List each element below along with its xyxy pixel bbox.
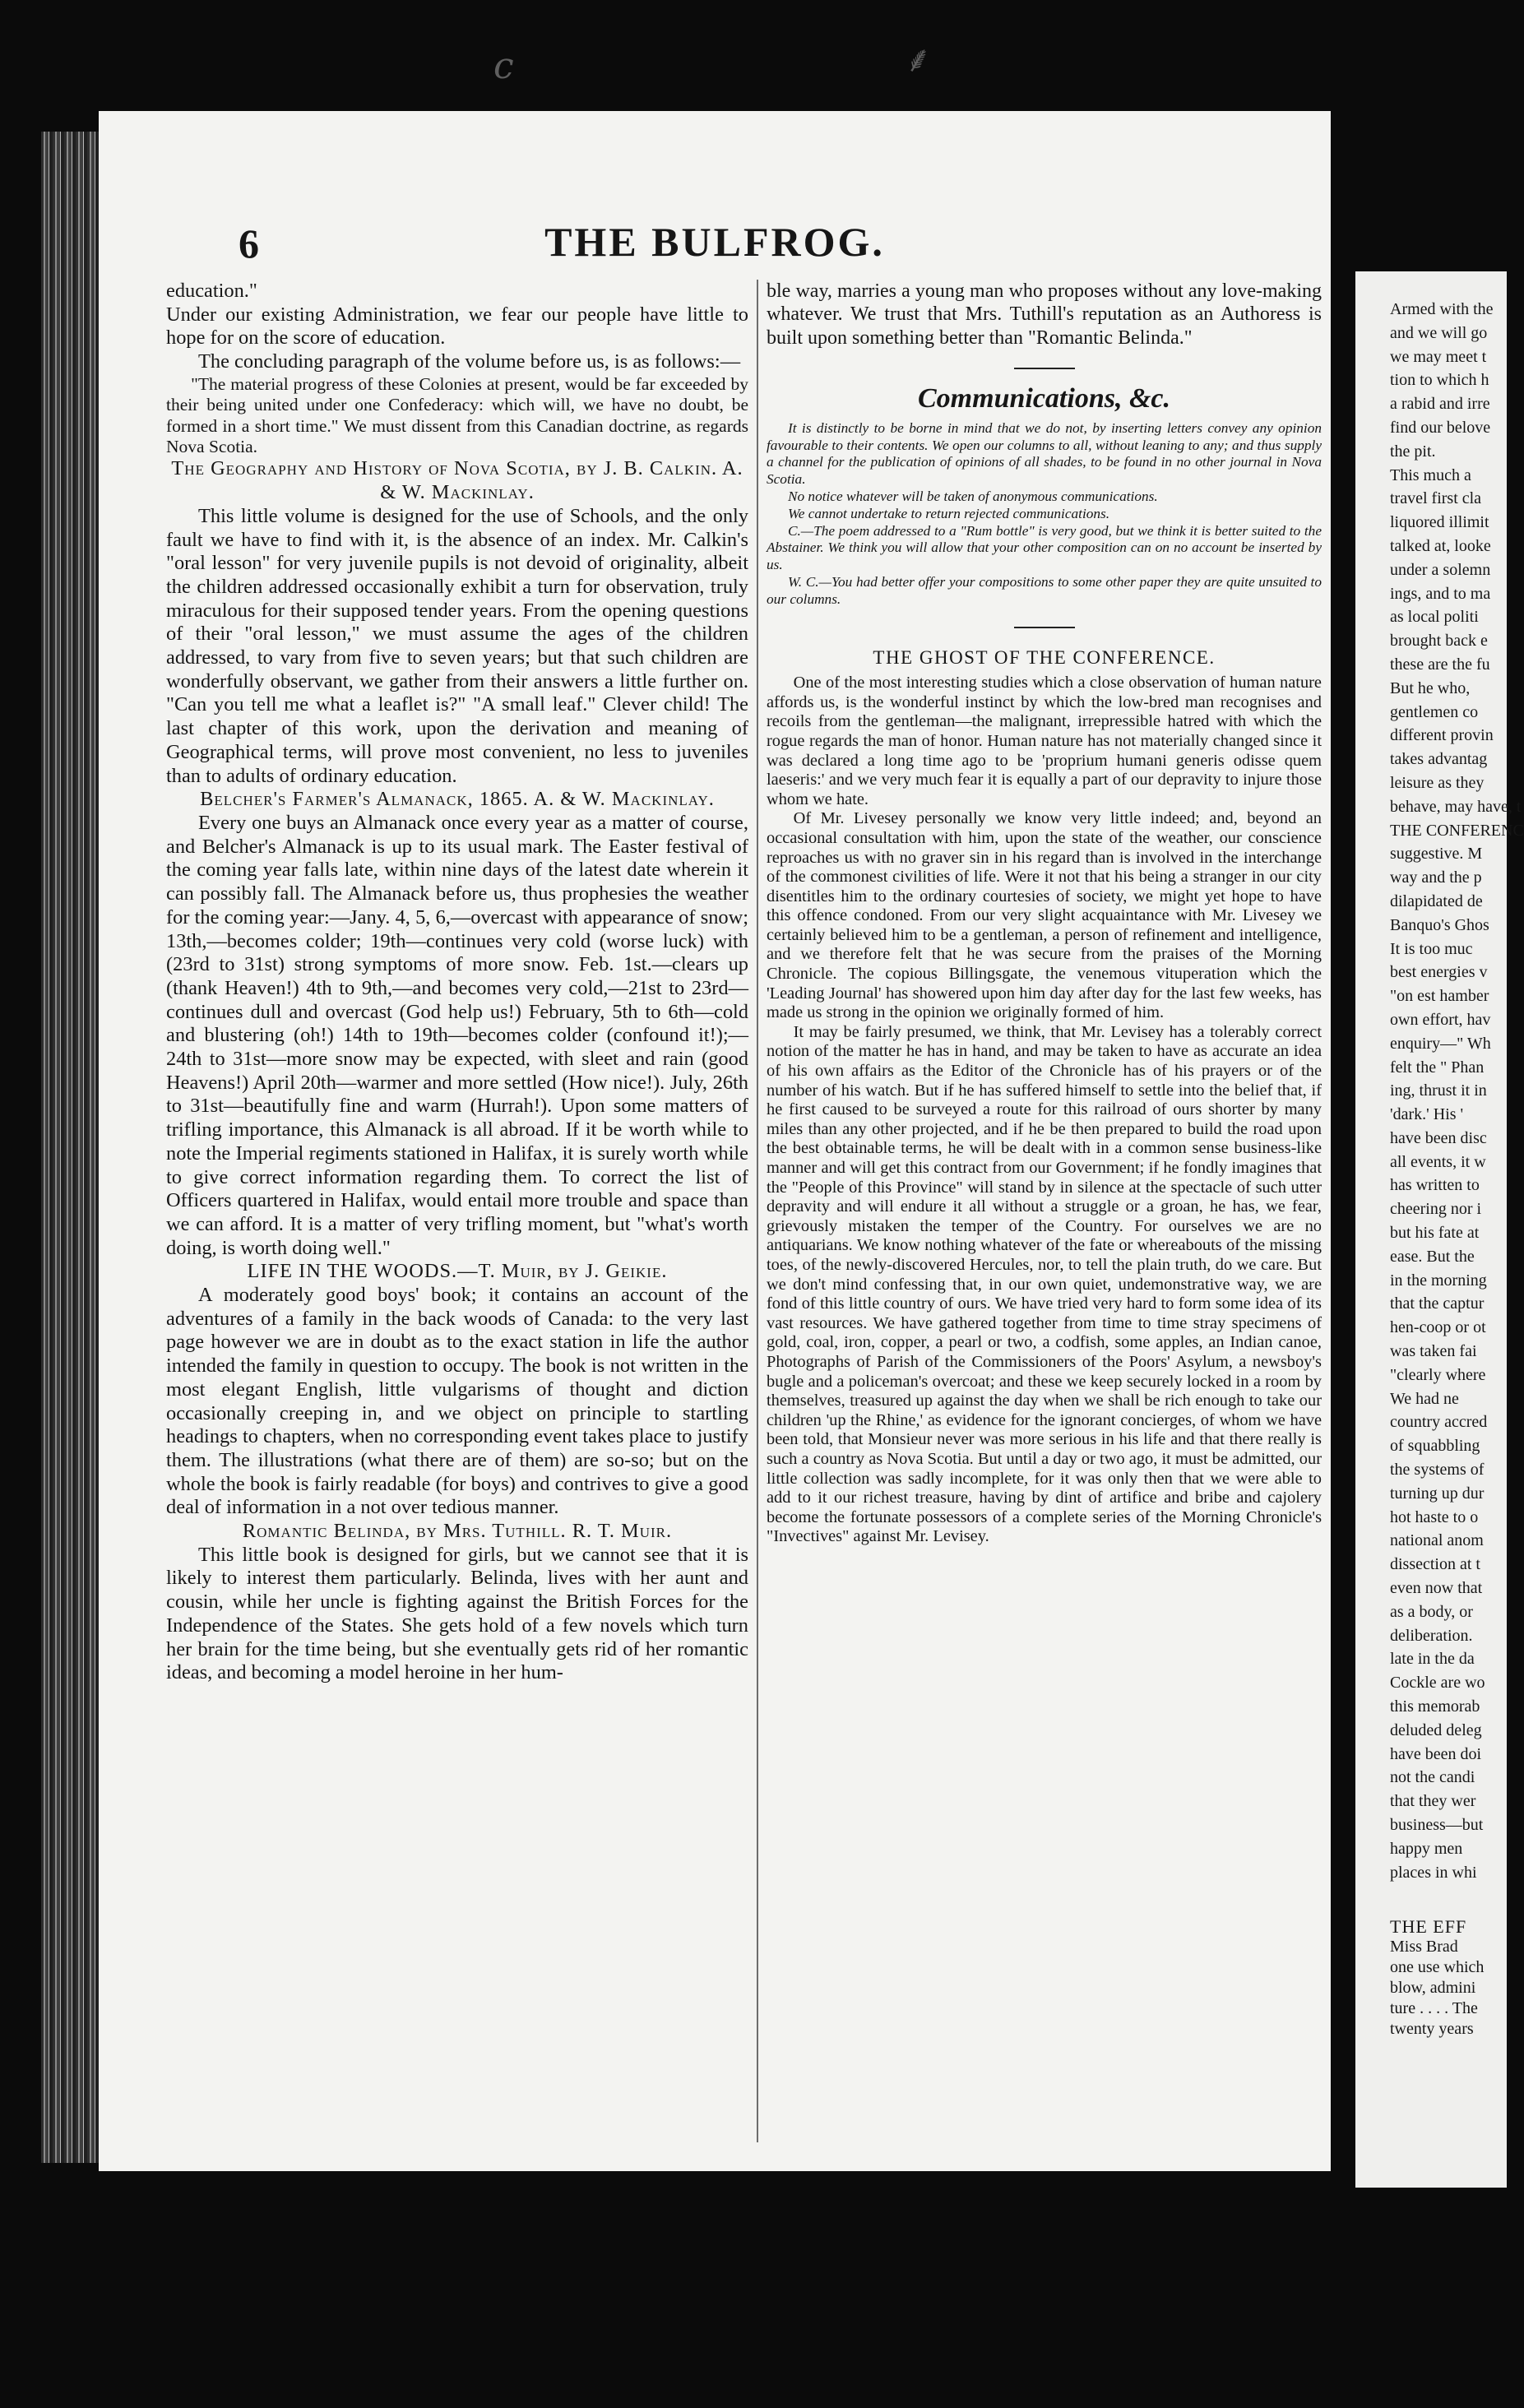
facing-page-line: We had ne xyxy=(1390,1389,1459,1408)
communications-heading: Communications, &c. xyxy=(918,383,1170,414)
text-line: education." xyxy=(166,280,257,302)
article-title: THE GHOST OF THE CONFERENCE. xyxy=(873,646,1216,668)
facing-page-line: 'dark.' His ' xyxy=(1390,1105,1464,1124)
review-heading: LIFE IN THE WOODS.—T. Muir, by J. Geikie. xyxy=(247,1260,668,1283)
notice-item: It is distinctly to be borne in mind that we do not, by inserting letters convey any opinion favourable to their contents. We open our columns to all, without leaning to any; and thus supply a channel for the publication of opinions of all shades, to be found in no other journal in Nova Scotia. xyxy=(767,419,1322,488)
column-divider xyxy=(757,280,758,2142)
facing-page-line: enquiry—" Wh xyxy=(1390,1034,1491,1053)
book-spine xyxy=(41,132,100,2163)
belinda-review-end: ble way, marries a young man who proposes without any love-making whatever. We trust that Mrs. Tuthill's reputation as an Authoress is built upon something better than "Romantic Belinda." xyxy=(767,280,1322,349)
review-heading: Belcher's Farmer's Almanack, 1865. A. & W. Mackinlay. xyxy=(200,788,715,811)
notice-item: C.—The poem addressed to a "Rum bottle" is very good, but we think it is better suited to the Abstainer. We think you will allow that your other composition can on no account be inserted by us. xyxy=(767,522,1322,573)
page-header xyxy=(99,218,1331,276)
review-heading: Romantic Belinda, by Mrs. Tuthill. R. T. Muir. xyxy=(242,1520,673,1543)
facing-page-line: behave, may have, t xyxy=(1390,797,1522,816)
facing-page-line: deluded deleg xyxy=(1390,1720,1482,1739)
facing-page-line: that they wer xyxy=(1390,1792,1476,1811)
facing-page-text xyxy=(1390,298,1522,1884)
facing-page-line: Banquo's Ghos xyxy=(1390,915,1489,934)
notice-item: We cannot undertake to return rejected communications. xyxy=(787,505,1110,521)
facing-page-line: ture . . . . The xyxy=(1390,1999,1478,2017)
facing-page-line: hen-coop or ot xyxy=(1390,1318,1486,1337)
facing-page-line: leisure as they xyxy=(1390,773,1485,792)
facing-page-line: "on est hamber xyxy=(1390,987,1489,1006)
facing-page-line: the pit. xyxy=(1390,442,1436,461)
facing-page-line: But he who, xyxy=(1390,678,1471,697)
facing-page-line: that the captur xyxy=(1390,1294,1485,1313)
review-heading: The Geography and History of Nova Scotia, by J. B. Calkin. A. & W. Mackinlay. xyxy=(171,457,743,504)
facing-page-line: in the morning xyxy=(1390,1271,1487,1290)
facing-page-line: national anom xyxy=(1390,1531,1484,1550)
facing-page-line: way and the p xyxy=(1390,868,1482,887)
article-body xyxy=(767,674,1322,1547)
facing-page-line: different provin xyxy=(1390,726,1494,745)
facing-page-line: dilapidated de xyxy=(1390,891,1483,910)
review-paragraph: This little book is designed for girls, but we cannot see that it is likely to interest them particularly. Belinda, lives with her aunt and cousin, while her uncle is fighting against the British Forces for the Independence of the States. She gets hold of a few novels which turn her brain for the time being, but she eventually gets rid of her romantic ideas, and becoming a model heroine in her hum- xyxy=(166,1543,748,1684)
section-rule xyxy=(1014,368,1075,369)
quoted-passage: "The material progress of these Colonies at present, would be far exceeded by their being united under one Confederacy: which will, we have no doubt, be formed in a short time." We must dissent from this Canadian doctrine, as regards Nova Scotia. xyxy=(166,373,748,457)
section-rule xyxy=(1014,627,1075,628)
facing-page-line: felt the " Phan xyxy=(1390,1058,1485,1077)
facing-page-line: this memorab xyxy=(1390,1697,1480,1716)
facing-page-line: these are the fu xyxy=(1390,655,1490,674)
page-number: 6 xyxy=(239,220,259,266)
facing-page-line: happy men xyxy=(1390,1839,1463,1858)
facing-page-line: Cockle are wo xyxy=(1390,1674,1485,1693)
facing-page-line: It is too muc xyxy=(1390,939,1473,958)
newspaper-page xyxy=(99,111,1331,2171)
facing-page-line: talked at, looke xyxy=(1390,536,1491,555)
facing-page-line: business—but xyxy=(1390,1816,1484,1834)
facing-page-line: a rabid and irre xyxy=(1390,395,1490,414)
facing-page-section xyxy=(1390,1916,1522,2040)
facing-page-line: best energies v xyxy=(1390,963,1488,982)
facing-page-line: all events, it w xyxy=(1390,1152,1486,1171)
facing-page-line: THE CONFERENC xyxy=(1390,821,1524,840)
facing-page-line: blow, admini xyxy=(1390,1979,1476,1997)
facing-page-line: the systems of xyxy=(1390,1461,1485,1480)
facing-page-line: we may meet t xyxy=(1390,347,1487,366)
facing-page-line: of squabbling xyxy=(1390,1437,1480,1456)
facing-page-line: places in whi xyxy=(1390,1863,1477,1882)
facing-page-line: have been doi xyxy=(1390,1744,1482,1763)
facing-page-line: one use which xyxy=(1390,1958,1485,1976)
article-paragraph: It may be fairly presumed, we think, that Mr. Levisey has a tolerably correct notion of the matter he has in hand, and may be taken to have as accurate an idea of his own affairs as the Editor of the Chronicle has of his prayers or of the number of his watch. But if he has suffered himself to settle into the belief that, if he first caused to be surveyed a route for this railroad of ours shorter by many miles than any other projected, and if he be then prepared to build the road upon the best obtainable terms, he will be dealt with in a common sense business-like manner and will get this contract from our Government; if he fondly imagines that the "People of this Province" will stand by in silence at the spectacle of such utter depravity and will endure it all without a struggle or a groan, he has, we fear, grievously mistaken the temper of the Country. For ourselves we are no antiquarians. We know nothing whatever of the fate or whereabouts of the missing toes, of the newly-discovered Hercules, nor, to tell the plain truth, do we care. But we don't mind confessing that, in our own quiet, undemonstrative way, we are fond of this little country of ours. We have tried very hard to form some idea of its vast resources. We have gathered together from time to time stray specimens of gold, coal, iron, copper, a pearl or two, a codfish, some apples, an Indian canoe, Photographs of Parish of the Commissioners of the Poors' Asylum, a newsboy's bugle and a policeman's overcoat; and these we keep securely locked in a room by themselves, treasured up against the day when we shall be rich enough to take our children 'up the Rhine,' as evidence for the ignorant concierges, of whom we have been told, that Monsieur never was more serious in his life and that there really is such a country as Nova Scotia. But until a day or two ago, it must be admitted, our little collection was sadly incomplete, for it was only then that we were able to add to it our richest treasure, having by dint of artifice and bribe and cajolery become the fortunate possessors of a complete series of the Morning Chronicle's "Invectives" against Mr. Levisey. xyxy=(767,1022,1322,1546)
facing-page-line: ings, and to ma xyxy=(1390,584,1491,603)
facing-page-line: gentlemen co xyxy=(1390,702,1479,721)
facing-page-line: as a body, or xyxy=(1390,1602,1473,1621)
facing-page-line: hot haste to o xyxy=(1390,1507,1479,1526)
facing-page-line: under a solemn xyxy=(1390,560,1491,579)
page-title: THE BULFROG. xyxy=(544,219,885,265)
facing-page-line: ing, thrust it in xyxy=(1390,1081,1487,1100)
ink-mark: ⸙ xyxy=(905,39,932,80)
facing-page-line: country accred xyxy=(1390,1413,1488,1432)
pencil-mark: 𝑐 xyxy=(493,46,514,86)
facing-page-line: turning up dur xyxy=(1390,1484,1485,1503)
facing-page-line: ease. But the xyxy=(1390,1247,1475,1266)
facing-page-line: suggestive. M xyxy=(1390,845,1483,864)
facing-page-line: travel first cla xyxy=(1390,489,1482,508)
article-paragraph: One of the most interesting studies which a close observation of human nature affords us, is the wonderful instinct by which the low-bred man recognises and recoils from the gentleman—the malignant, irrepressible hatred with which the rogue regards the man of honor. Human nature has not materially changed since it was declared a long time ago to be 'proprium humani generis odisse quem laeseris:' and we very much fear it is equally a part of our depravity to injure those whom we hate. xyxy=(767,674,1322,808)
facing-page-line: liquored illimit xyxy=(1390,513,1489,532)
review-paragraph: A moderately good boys' book; it contains an account of the adventures of a family in the back woods of Canada: to the very last page however we are in doubt as to the exact station in life the author intended the family in question to occupy. The book is not written in the most elegant English, little vulgarisms of thought and diction occasionally creeping in, and we object on principle to startling headings to chapters, when no corresponding event takes place to justify them. The illustrations (what there are of them) are so-so; but on the whole the book is fairly readable (for boys) and contrives to give a good deal of information in a not over tedious manner. xyxy=(166,1284,748,1519)
facing-page-line: was taken fai xyxy=(1390,1342,1477,1361)
right-column xyxy=(767,280,1322,1547)
left-column xyxy=(166,280,748,1685)
editorial-notices xyxy=(767,420,1322,609)
facing-page-line: not the candi xyxy=(1390,1768,1475,1787)
facing-page-heading: THE EFF xyxy=(1390,1916,1467,1937)
facing-page-line: tion to which h xyxy=(1390,371,1489,390)
facing-page-line: own effort, hav xyxy=(1390,1010,1491,1029)
facing-page-line: Armed with the xyxy=(1390,300,1494,318)
facing-page-line: twenty years xyxy=(1390,2020,1474,2038)
facing-page-line: even now that xyxy=(1390,1579,1483,1598)
review-paragraph: The concluding paragraph of the volume before us, is as follows:— xyxy=(198,350,741,373)
facing-page-line: dissection at t xyxy=(1390,1555,1480,1574)
facing-page-line: deliberation. xyxy=(1390,1626,1473,1645)
review-paragraph: This little volume is designed for the use of Schools, and the only fault we have to find with it, is the absence of an index. Mr. Calkin's "oral lesson" for very juvenile pupils is not devoid of originality, albeit the children addressed occasionally exhibit a turn for observation, truly miraculous for their supposed tender years. From the opening questions of their "oral lesson," we must assume the ages of the children addressed, to vary from five to seven years; but that such children are wonderfully observant, we gather from their answers a little further on. "Can you tell me what a leaflet is?" "A small leaf." Clever child! The last chapter of this work, upon the derivation and meaning of Geographical terms, will prove most convenient, no less to juveniles than to adults of ordinary education. xyxy=(166,504,748,787)
facing-page-line: find our belove xyxy=(1390,418,1491,437)
facing-page-line: has written to xyxy=(1390,1176,1480,1195)
notice-item: No notice whatever will be taken of anonymous communications. xyxy=(787,489,1158,504)
facing-page-line: have been disc xyxy=(1390,1128,1487,1147)
notice-item: W. C.—You had better offer your compositions to some other paper they are quite unsuited to our columns. xyxy=(767,573,1322,607)
facing-page-line: Miss Brad xyxy=(1390,1938,1458,1956)
facing-page-line: cheering nor i xyxy=(1390,1200,1482,1219)
facing-page-edge xyxy=(1355,271,1524,2188)
review-paragraph: Every one buys an Almanack once every year as a matter of course, and Belcher's Almanack is up to its usual mark. The Easter festival of the coming year falls late, within nine days of the latest date wherein it can possibly fall. The Almanack before us, thus prophesies the weather for the coming year:—Jany. 4, 5, 6,—overcast with appearance of snow; 13th,—becomes colder; 19th—continues very cold (worse luck) with (23rd to 31st) strong symptoms of more snow. Feb. 1st.—clears up (thank Heaven!) 4th to 9th,—and becomes very cold,—21st to 23rd—continues dull and overcast (God help us!) February, 5th to 6th—cold and blustering (oh!) 14th to 19th—becomes colder (confound it!);—24th to 31st—more snow may be expected, with sleet and rain (good Heavens!) April 20th—warmer and more settled (How nice!). July, 26th to 31st—beautifully fine and warm (Hurrah!). Upon some matters of trifling importance, this Almanack is all abroad. If it be worth while to note the Imperial regiments stationed in Halifax, it is surely worth while to give correct information regarding them. To correct the list of Officers quartered in Halifax, would entail more trouble and space than we can afford. It is a matter of very trifling moment, but "what's worth doing, is worth doing well." xyxy=(166,811,748,1259)
facing-page-line: but his fate at xyxy=(1390,1224,1480,1243)
facing-page-line: "clearly where xyxy=(1390,1365,1486,1384)
facing-page-line: brought back e xyxy=(1390,632,1488,651)
facing-page-line: This much a xyxy=(1390,465,1471,484)
facing-page-line: as local politi xyxy=(1390,608,1479,627)
facing-page-line: late in the da xyxy=(1390,1650,1475,1669)
article-paragraph: Of Mr. Livesey personally we know very little indeed; and, beyond an occasional consultation with him, upon the state of the weather, our conscience reproaches us with no graver sin in his regard than is involved in the interchange of the commonest civilities of life. Were it not that his being a stranger in our city disentitles him to the ordinary courtesies of society, we might yet hope to have this offence condoned. From our very slight acquaintance with Mr. Livesey we certainly believed him to be a gentleman, a person of refinement and intelligence, and we therefore felt that he was secure from the praises of the Morning Chronicle. The copious Billingsgate, the venemous vituperation which the 'Leading Journal' has showered upon him day after day for the last few weeks, has made us strong in the opinion we originally formed of him. xyxy=(767,809,1322,1022)
text-line: Under our existing Administration, we fear our people have little to hope for on the score of education. xyxy=(166,303,748,350)
facing-page-line: and we will go xyxy=(1390,323,1488,342)
facing-page-line: takes advantag xyxy=(1390,750,1488,769)
